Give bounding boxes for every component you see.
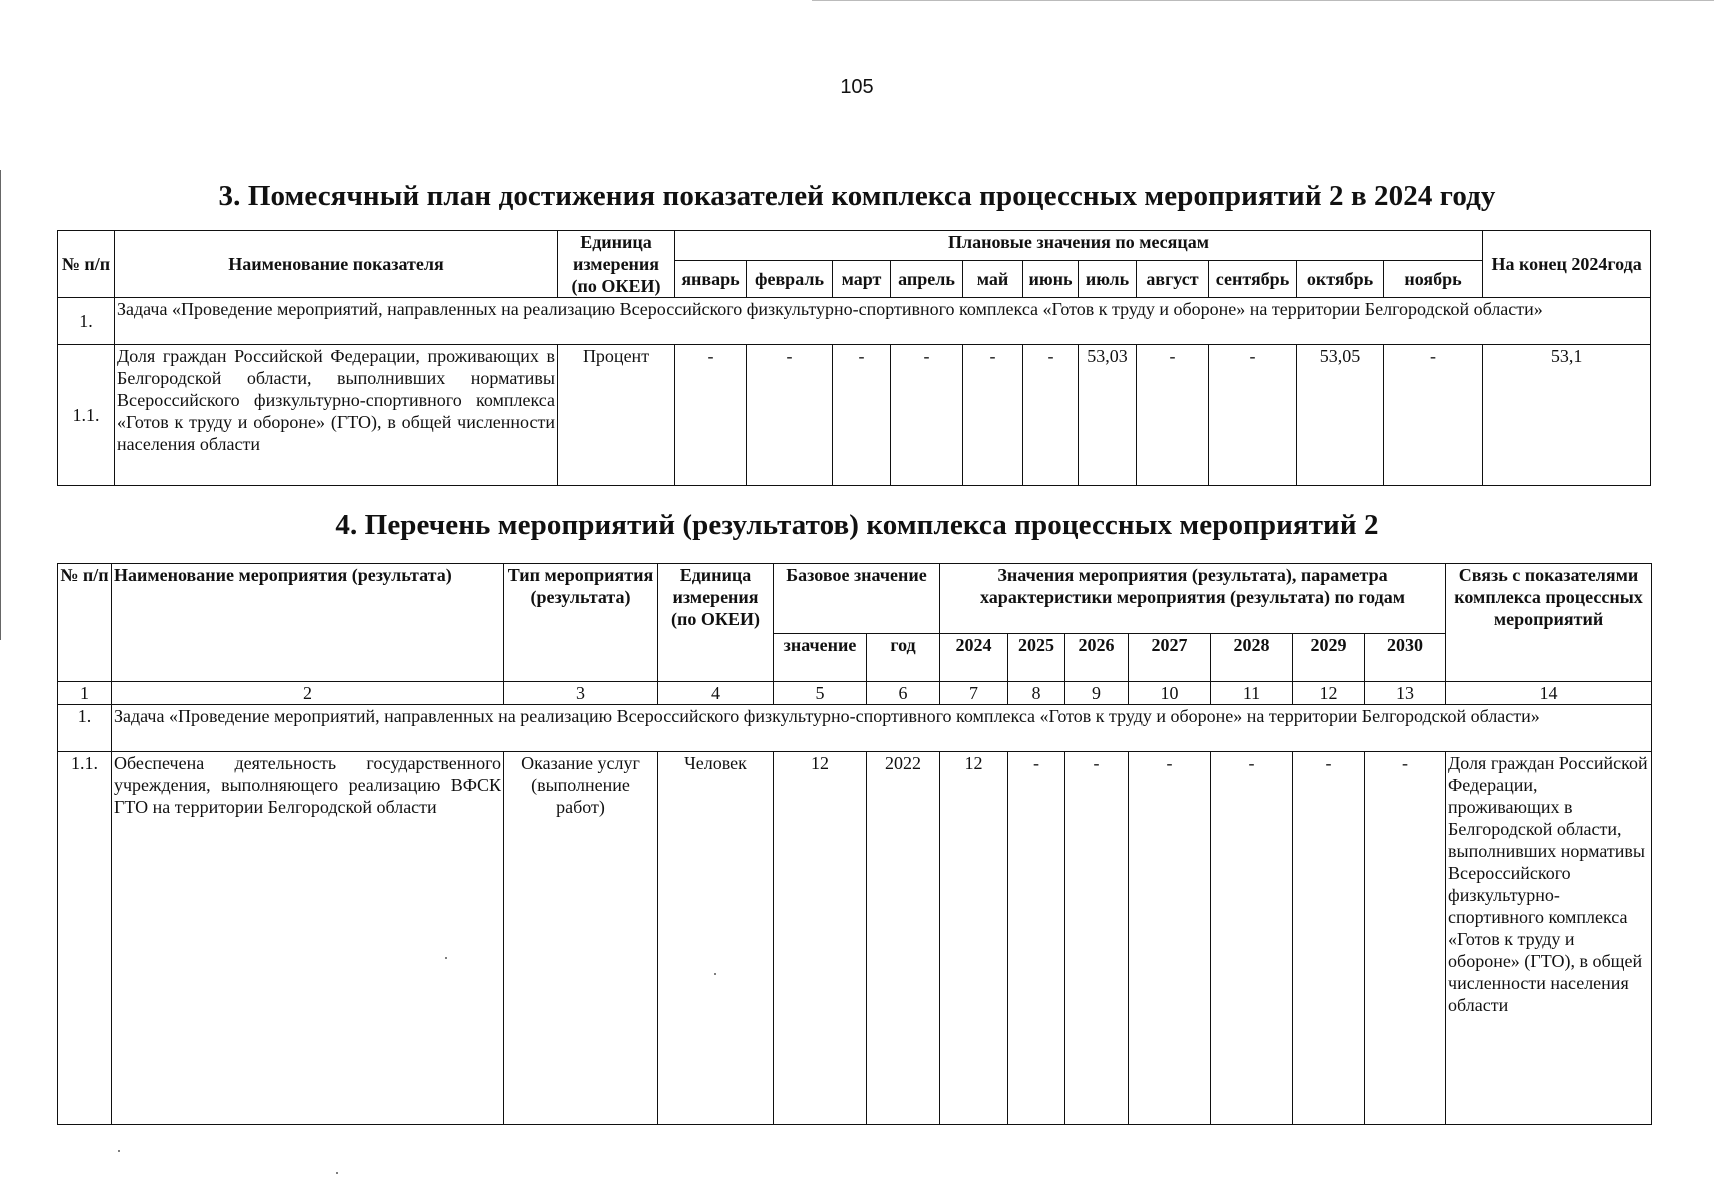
scan-speck bbox=[714, 973, 716, 975]
header-unit: Единица измерения (по ОКЕИ) bbox=[658, 564, 774, 682]
task-row bbox=[58, 705, 1652, 752]
header-year: 2027 bbox=[1129, 634, 1211, 682]
column-number: 8 bbox=[1008, 682, 1065, 705]
header-year: 2026 bbox=[1065, 634, 1129, 682]
activity-name: Обеспечена деятельность государственного учреждения, выполняющего реализацию ВФСК ГТО на территории Белгородской области bbox=[112, 752, 504, 1125]
header-values-by-year: Значения мероприятия (результата), параметра характеристики мероприятия (результата) по годам bbox=[940, 564, 1446, 634]
header-month: ноябрь bbox=[1384, 260, 1483, 297]
header-month: сентябрь bbox=[1209, 260, 1297, 297]
month-value: - bbox=[1384, 345, 1483, 486]
end-of-year-value: 53,1 bbox=[1483, 345, 1651, 486]
column-number: 7 bbox=[940, 682, 1008, 705]
row-num: 1.1. bbox=[58, 752, 112, 1125]
column-number: 2 bbox=[112, 682, 504, 705]
header-activity-type: Тип мероприятия (результата) bbox=[504, 564, 658, 682]
header-month: август bbox=[1137, 260, 1209, 297]
page-number: 105 bbox=[840, 76, 874, 98]
header-base-value: Базовое значение bbox=[774, 564, 940, 634]
scan-speck bbox=[118, 1150, 120, 1152]
task-num: 1. bbox=[58, 705, 112, 752]
header-planned-values: Плановые значения по месяцам bbox=[675, 231, 1483, 261]
header-month: февраль bbox=[747, 260, 833, 297]
task-text: Задача «Проведение мероприятий, направленных на реализацию Всероссийского физкультурно-спортивного комплекса «Готов к труду и обороне» на территории Белгородской области» bbox=[112, 705, 1652, 752]
year-value: - bbox=[1365, 752, 1446, 1125]
column-number: 4 bbox=[658, 682, 774, 705]
task-num: 1. bbox=[58, 298, 115, 345]
header-month: апрель bbox=[891, 260, 963, 297]
header-num: № п/п bbox=[58, 231, 115, 298]
column-number: 12 bbox=[1293, 682, 1365, 705]
column-numbers-row bbox=[58, 682, 1652, 705]
header-month: октябрь bbox=[1297, 260, 1384, 297]
header-month: март bbox=[833, 260, 891, 297]
header-year: 2030 bbox=[1365, 634, 1446, 682]
link-indicators: Доля граждан Российской Федерации, проживающих в Белгородской области, выполнивших нормативы Всероссийского физкультурно-спортивного комплекса «Готов к труду и обороне» (ГТО), в общей численности населения области bbox=[1446, 752, 1652, 1125]
column-number: 5 bbox=[774, 682, 867, 705]
header-base-value-year: год bbox=[867, 634, 940, 682]
header-year: 2024 bbox=[940, 634, 1008, 682]
column-number: 6 bbox=[867, 682, 940, 705]
top-edge-line bbox=[812, 0, 1714, 1]
indicator-unit: Процент bbox=[558, 345, 675, 486]
base-year: 2022 bbox=[867, 752, 940, 1125]
column-number: 9 bbox=[1065, 682, 1129, 705]
table-row bbox=[58, 752, 1652, 1125]
month-value: 53,03 bbox=[1079, 345, 1137, 486]
column-number: 14 bbox=[1446, 682, 1652, 705]
column-number: 1 bbox=[58, 682, 112, 705]
year-value: - bbox=[1008, 752, 1065, 1125]
left-edge-line bbox=[0, 170, 1, 640]
activity-type: Оказание услуг (выполнение работ) bbox=[504, 752, 658, 1125]
header-month: май bbox=[963, 260, 1023, 297]
table-row bbox=[58, 345, 1651, 486]
row-num: 1.1. bbox=[58, 345, 115, 486]
header-activity-name: Наименование мероприятия (результата) bbox=[112, 564, 504, 682]
month-value: - bbox=[1209, 345, 1297, 486]
header-month: июль bbox=[1079, 260, 1137, 297]
year-value: - bbox=[1065, 752, 1129, 1125]
section4-title: 4. Перечень мероприятий (результатов) комплекса процессных мероприятий 2 bbox=[335, 509, 1379, 541]
month-value: - bbox=[1023, 345, 1079, 486]
column-number: 10 bbox=[1129, 682, 1211, 705]
section3-title: 3. Помесячный план достижения показателей комплекса процессных мероприятий 2 в 2024 году bbox=[218, 180, 1496, 212]
column-number: 11 bbox=[1211, 682, 1293, 705]
year-value: - bbox=[1211, 752, 1293, 1125]
header-month: июнь bbox=[1023, 260, 1079, 297]
month-value: - bbox=[891, 345, 963, 486]
month-value: - bbox=[675, 345, 747, 486]
header-end-of-year: На конец 2024года bbox=[1483, 231, 1651, 298]
activity-unit: Человек bbox=[658, 752, 774, 1125]
header-unit: Единица измерения (по ОКЕИ) bbox=[558, 231, 675, 298]
column-number: 13 bbox=[1365, 682, 1446, 705]
header-month: январь bbox=[675, 260, 747, 297]
task-row bbox=[58, 298, 1651, 345]
month-value: - bbox=[747, 345, 833, 486]
year-value: 12 bbox=[940, 752, 1008, 1125]
header-num: № п/п bbox=[58, 564, 112, 682]
month-value: - bbox=[1137, 345, 1209, 486]
monthly-plan-table bbox=[57, 230, 1651, 486]
header-year: 2029 bbox=[1293, 634, 1365, 682]
header-year: 2025 bbox=[1008, 634, 1065, 682]
scan-speck bbox=[336, 1172, 338, 1174]
year-value: - bbox=[1293, 752, 1365, 1125]
header-indicator-name: Наименование показателя bbox=[115, 231, 558, 298]
column-number: 3 bbox=[504, 682, 658, 705]
scan-speck bbox=[445, 957, 447, 959]
header-year: 2028 bbox=[1211, 634, 1293, 682]
activities-table bbox=[57, 563, 1652, 1125]
base-value: 12 bbox=[774, 752, 867, 1125]
year-value: - bbox=[1129, 752, 1211, 1125]
indicator-name: Доля граждан Российской Федерации, проживающих в Белгородской области, выполнивших нормативы Всероссийского физкультурно-спортивного комплекса «Готов к труду и обороне» (ГТО), в общей численности населения области bbox=[115, 345, 558, 486]
task-text: Задача «Проведение мероприятий, направленных на реализацию Всероссийского физкультурно-спортивного комплекса «Готов к труду и обороне» на территории Белгородской области» bbox=[115, 298, 1651, 345]
header-link-indicators: Связь с показателями комплекса процессных мероприятий bbox=[1446, 564, 1652, 682]
header-base-value-value: значение bbox=[774, 634, 867, 682]
month-value: - bbox=[963, 345, 1023, 486]
month-value: - bbox=[833, 345, 891, 486]
month-value: 53,05 bbox=[1297, 345, 1384, 486]
